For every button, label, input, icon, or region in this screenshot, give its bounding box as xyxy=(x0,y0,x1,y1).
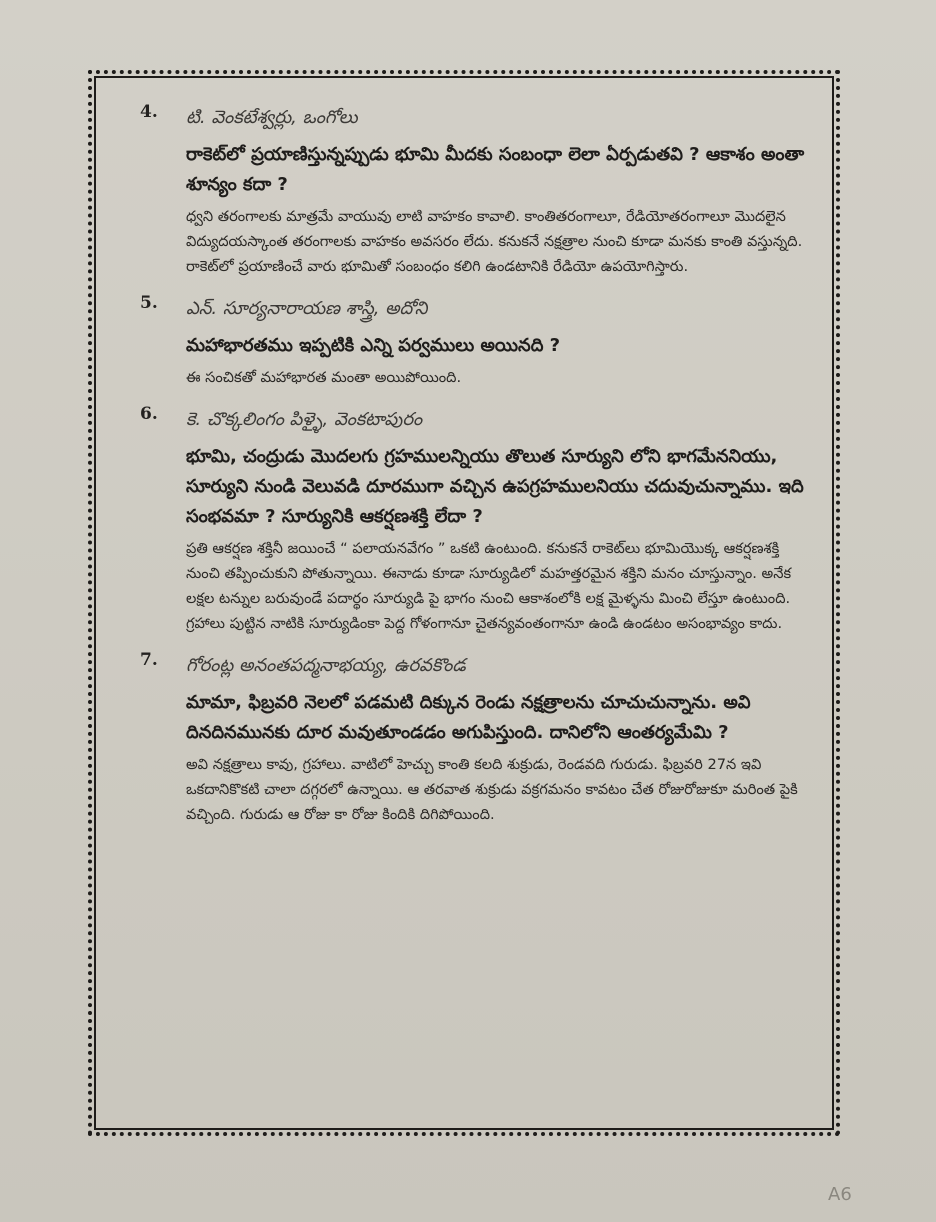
qa-column xyxy=(140,100,815,835)
page-number: A6 xyxy=(828,1184,852,1205)
question-text: మహాభారతము ఇప్పటికి ఎన్ని పర్వములు అయినది ? xyxy=(186,335,561,356)
asker-name: ఎన్. సూర్యనారాయణ శాస్త్రి, అదోని xyxy=(186,298,428,319)
question-text: మామా, ఫిబ్రవరి నెలలో పడమటి దిక్కున రెండు నక్షత్రాలను చూచుచున్నాను. అవి దినదినమునకు దూర మవుతూండడం అగుపిస్తుంది. దానిలోని ఆంతర్యమేమి ? xyxy=(186,692,751,743)
qa-item-7 xyxy=(140,650,815,827)
asker-name: గోరంట్ల అనంతపద్మనాభయ్య, ఉరవకొండ xyxy=(186,655,466,676)
answer-text: అవి నక్షత్రాలు కావు, గ్రహాలు. వాటిలో హెచ్చు కాంతి కలది శుక్రుడు, రెండవది గురుడు. ఫిబ్రవరి 27న ఇవి ఒకదానికొకటి చాలా దగ్గరలో ఉన్నాయి. ఆ తరవాత శుక్రుడు వక్రగమనం కావటం చేత రోజురోజుకూ మరింత పైకి వచ్చింది. గురుడు ఆ రోజు కా రోజు కిందికి దిగిపోయింది. xyxy=(186,756,798,823)
answer-text: ఈ సంచికతో మహాభారత మంతా అయిపోయింది. xyxy=(186,369,462,386)
qa-item-4 xyxy=(140,102,815,279)
asker-name: కె. చొక్కలింగం పిళ్ళై, వెంకటాపురం xyxy=(186,409,423,430)
answer-text: ప్రతి ఆకర్షణ శక్తినీ జయించే “ పలాయనవేగం ” ఒకటి ఉంటుంది. కనుకనే రాకెట్‌లు భూమియొక్క ఆకర్షణశక్తి నుంచి తప్పించుకుని పోతున్నాయి. ఈనాడు కూడా సూర్యుడిలో మహత్తరమైన శక్తిని మనం చూస్తున్నాం. అనేక లక్షల టన్నుల బరువుండే పదార్థం సూర్యుడి పై భాగం నుంచి ఆకాశంలోకి లక్ష మైళ్ళను మించి లేస్తూ ఉంటుంది. గ్రహాలు పుట్టిన నాటికి సూర్యుడింకా పెద్ద గోళంగానూ చైతన్యవంతంగానూ ఉండి ఉండటం అసంభావ్యం కాదు. xyxy=(186,540,792,632)
answer-text: ధ్వని తరంగాలకు మాత్రమే వాయువు లాటి వాహకం కావాలి. కాంతితరంగాలూ, రేడియోతరంగాలూ మొదలైన విద్యుదయస్కాంత తరంగాలకు వాహకం అవసరం లేదు. కనుకనే నక్షత్రాల నుంచి కూడా మనకు కాంతి వస్తున్నది. రాకెట్‌లో ప్రయాణించే వారు భూమితో సంబంధం కలిగి ఉండటానికి రేడియో ఉపయోగిస్తారు. xyxy=(186,208,803,275)
qa-number: 7. xyxy=(140,650,158,670)
question-text: రాకెట్‌లో ప్రయాణిస్తున్నప్పుడు భూమి మీదకు సంబంధా లెలా ఏర్పడుతవి ? ఆకాశం అంతా శూన్యం కదా ? xyxy=(186,144,805,195)
asker-name: టి. వెంకటేశ్వర్లు, ఒంగోలు xyxy=(186,107,358,128)
qa-number: 6. xyxy=(140,404,158,424)
qa-item-5 xyxy=(140,293,815,390)
qa-item-6 xyxy=(140,404,815,636)
question-text: భూమి, చంద్రుడు మొదలగు గ్రహములన్నియు తొలుత సూర్యుని లోని భాగమేననియు, సూర్యుని నుండి వెలువడి దూరముగా వచ్చిన ఉపగ్రహములనియు చదువుచున్నాము. ఇది సంభవమా ? సూర్యునికి ఆకర్షణశక్తి లేదా ? xyxy=(186,446,804,527)
qa-number: 5. xyxy=(140,293,158,313)
qa-number: 4. xyxy=(140,102,158,122)
